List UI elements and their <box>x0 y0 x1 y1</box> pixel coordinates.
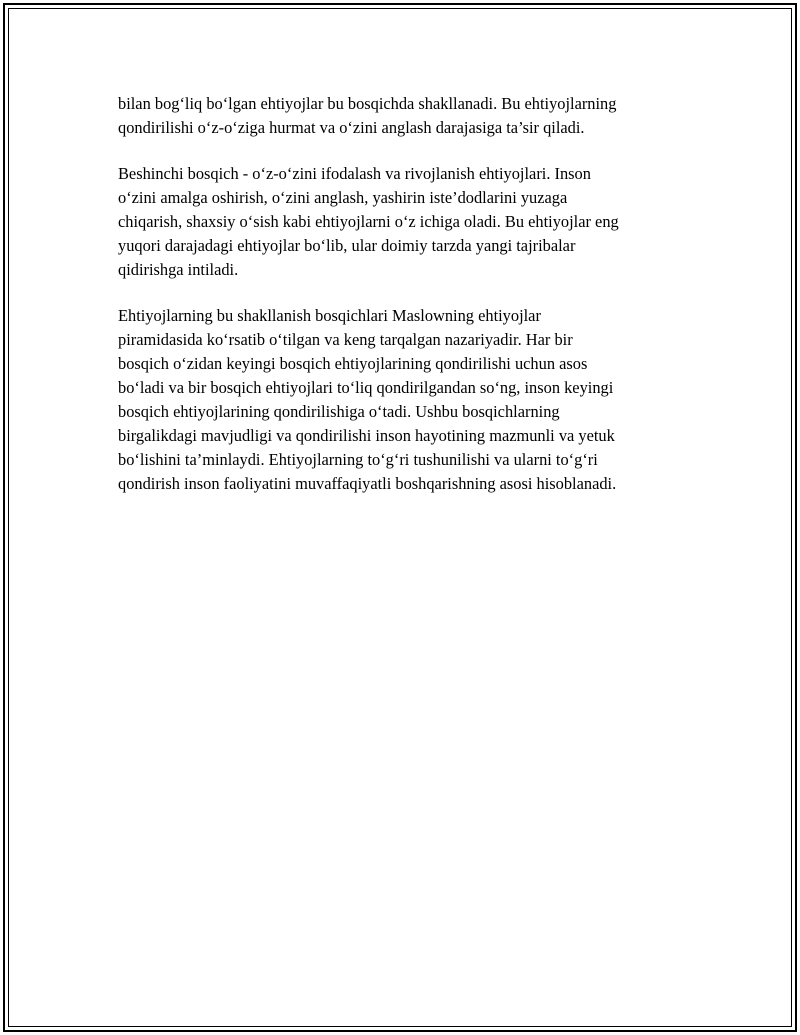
text-line: bo‘lishini ta’minlaydi. Ehtiyojlarning to‘g‘ri tushunilishi va ularni to‘g‘ri <box>118 450 598 469</box>
text-line: qidirishga intiladi. <box>118 260 239 279</box>
text-line: bo‘ladi va bir bosqich ehtiyojlari to‘liq qondirilgandan so‘ng, inson keyingi <box>118 378 614 397</box>
text-line: o‘zini amalga oshirish, o‘zini anglash, yashirin iste’dodlarini yuzaga <box>118 188 568 207</box>
text-line: Ehtiyojlarning bu shakllanish bosqichlari Maslowning ehtiyojlar <box>118 306 541 325</box>
text-line: bosqich ehtiyojlarining qondirilishiga o‘tadi. Ushbu bosqichlarning <box>118 402 560 421</box>
paragraph-3 <box>118 304 688 496</box>
text-line: bilan bog‘liq bo‘lgan ehtiyojlar bu bosqichda shakllanadi. Bu ehtiyojlarning <box>118 94 617 113</box>
text-line: birgalikdagi mavjudligi va qondirilishi inson hayotining mazmunli va yetuk <box>118 426 615 445</box>
text-line: yuqori darajadagi ehtiyojlar bo‘lib, ular doimiy tarzda yangi tajribalar <box>118 236 576 255</box>
paragraph-1 <box>118 92 688 140</box>
text-line: chiqarish, shaxsiy o‘sish kabi ehtiyojlarni o‘z ichiga oladi. Bu ehtiyojlar eng <box>118 212 619 231</box>
text-line: bosqich o‘zidan keyingi bosqich ehtiyojlarining qondirilishi uchun asos <box>118 354 588 373</box>
text-line: qondirilishi o‘z-o‘ziga hurmat va o‘zini anglash darajasiga ta’sir qiladi. <box>118 118 585 137</box>
paragraph-2 <box>118 162 688 282</box>
document-body <box>118 92 688 518</box>
text-line: piramidasida ko‘rsatib o‘tilgan va keng tarqalgan nazariyadir. Har bir <box>118 330 573 349</box>
text-line: qondirish inson faoliyatini muvaffaqiyatli boshqarishning asosi hisoblanadi. <box>118 474 617 493</box>
text-line: Beshinchi bosqich - o‘z-o‘zini ifodalash va rivojlanish ehtiyojlari. Inson <box>118 164 591 183</box>
